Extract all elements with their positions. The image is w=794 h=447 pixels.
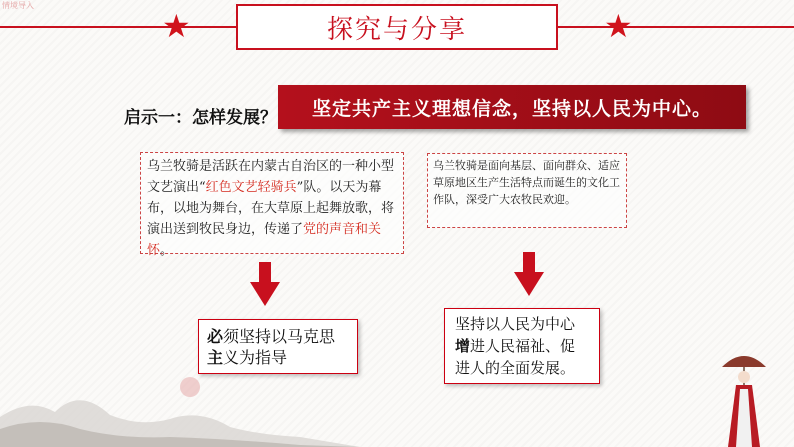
title-box xyxy=(236,4,558,50)
star-icon: ★ xyxy=(162,7,191,45)
answer-banner xyxy=(278,85,746,129)
result-text: 坚持以人民为中心 xyxy=(455,315,576,333)
ink-mountains-decoration xyxy=(0,357,360,447)
box-left-text: 。 xyxy=(160,243,174,258)
highlight-text: 党的声音和关怀 xyxy=(147,222,382,258)
result-text: 进人的全面发展。 xyxy=(455,359,576,377)
figure-illustration xyxy=(714,327,774,447)
result-text: 必 xyxy=(207,327,224,346)
result-text: 义为指导 xyxy=(223,348,288,367)
text-box-right xyxy=(427,153,627,228)
corner-mark: 情境导入 xyxy=(2,1,34,10)
result-text: 增 xyxy=(455,337,471,355)
box-left-text: 乌兰牧骑是活跃在内蒙古自治区的一种小型文艺演出“ xyxy=(147,159,395,195)
result-text: 主 xyxy=(207,348,224,367)
result-text: 进人民福祉、促 xyxy=(470,337,576,355)
box-left-text: ”队。以天为幕布，以地为舞台，在大草原上起舞放歌，将演出送到牧民身边，传递了 xyxy=(147,180,395,237)
result-box-right xyxy=(444,308,600,384)
page-title: 探究与分享 xyxy=(326,14,467,45)
down-arrow-icon xyxy=(514,252,544,296)
down-arrow-icon xyxy=(250,262,280,306)
text-box-left xyxy=(140,152,404,258)
header-bar xyxy=(0,0,794,52)
section-heading: 启示一：怎样发展？ xyxy=(124,108,277,128)
box-right-text: 乌兰牧骑是面向基层、面向群众、适应草原地区生产生活特点而诞生的文化工作队，深受广大农牧民欢迎。 xyxy=(433,159,620,206)
banner-text: 坚定共产主义理想信念，坚持以人民为中心。 xyxy=(311,97,712,120)
highlight-text: 红色文艺轻骑兵 xyxy=(205,180,297,195)
star-icon: ★ xyxy=(604,7,633,45)
result-text: 须坚持以马克思 xyxy=(223,327,336,346)
